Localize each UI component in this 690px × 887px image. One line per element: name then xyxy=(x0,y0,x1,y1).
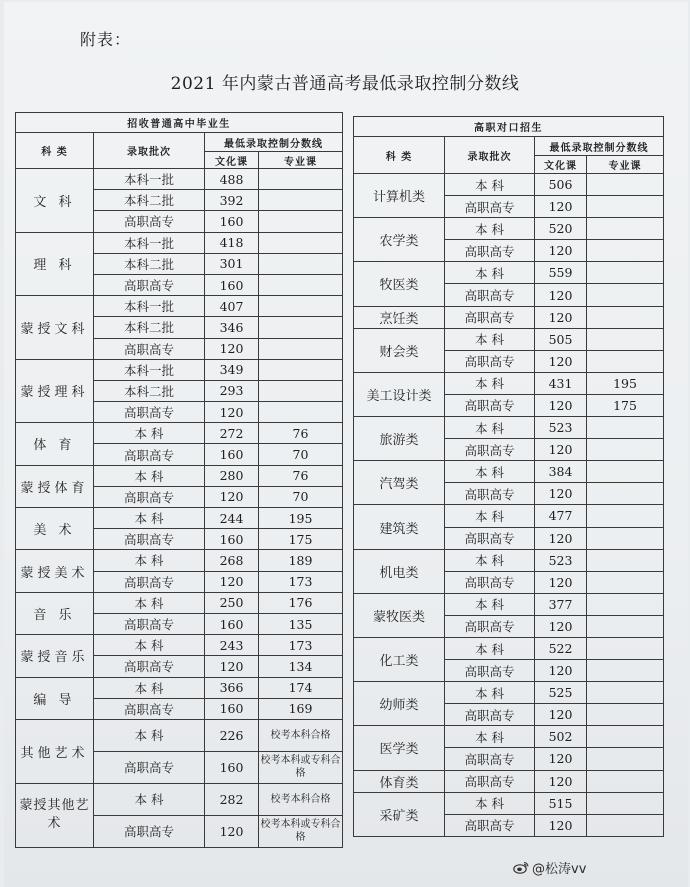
left-section-title: 招收普通高中毕业生 xyxy=(16,113,343,133)
major-score-cell xyxy=(587,306,664,328)
major-score-cell xyxy=(587,417,664,439)
left-header-subject: 科 类 xyxy=(16,133,94,169)
right-header-major: 专业课 xyxy=(587,156,664,174)
major-score-cell xyxy=(259,169,343,190)
batch-cell: 本 科 xyxy=(445,262,535,284)
major-score-cell xyxy=(587,262,664,284)
left-header-major: 专业课 xyxy=(259,152,343,169)
culture-score-cell: 282 xyxy=(205,783,259,815)
batch-cell: 高职高专 xyxy=(445,196,535,218)
culture-score-cell: 293 xyxy=(205,380,259,401)
culture-score-cell: 523 xyxy=(535,549,587,571)
culture-score-cell: 488 xyxy=(205,169,259,190)
culture-score-cell: 407 xyxy=(205,296,259,317)
batch-cell: 本 科 xyxy=(445,417,535,439)
right-header-batch: 录取批次 xyxy=(445,137,535,174)
culture-score-cell: 120 xyxy=(205,486,259,507)
major-score-cell xyxy=(587,505,664,527)
major-score-cell xyxy=(259,359,343,380)
category-cell: 采矿类 xyxy=(354,792,445,836)
major-score-cell xyxy=(587,483,664,505)
culture-score-cell: 392 xyxy=(205,190,259,211)
major-score-cell: 70 xyxy=(259,444,343,465)
major-score-cell xyxy=(259,338,343,359)
culture-score-cell: 160 xyxy=(205,211,259,232)
category-cell: 机电类 xyxy=(354,549,445,593)
batch-cell: 高职高专 xyxy=(445,527,535,549)
page-title: 2021 年内蒙古普通高考最低录取控制分数线 xyxy=(170,74,520,94)
category-cell: 理 科 xyxy=(16,232,94,296)
category-cell: 幼师类 xyxy=(354,682,445,726)
category-cell: 体育类 xyxy=(354,770,445,792)
batch-cell: 高职高专 xyxy=(94,815,205,847)
table-row xyxy=(16,719,343,751)
batch-cell: 高职高专 xyxy=(94,486,205,507)
left-header-culture: 文化课 xyxy=(205,152,259,169)
category-cell: 美工设计类 xyxy=(354,372,445,416)
culture-score-cell: 272 xyxy=(205,423,259,444)
batch-cell: 高职高专 xyxy=(445,571,535,593)
category-cell: 蒙授体育 xyxy=(16,465,94,507)
major-score-cell xyxy=(587,328,664,350)
weibo-icon xyxy=(513,861,529,874)
culture-score-cell: 477 xyxy=(535,505,587,527)
major-score-cell: 195 xyxy=(587,372,664,394)
major-score-cell xyxy=(587,814,664,836)
batch-cell: 高职高专 xyxy=(94,698,205,719)
batch-cell: 本 科 xyxy=(445,593,535,615)
culture-score-cell: 349 xyxy=(205,359,259,380)
culture-score-cell: 523 xyxy=(535,417,587,439)
batch-cell: 本 科 xyxy=(94,635,205,656)
batch-cell: 本 科 xyxy=(94,508,205,529)
culture-score-cell: 366 xyxy=(205,677,259,698)
culture-score-cell: 120 xyxy=(535,306,587,328)
batch-cell: 高职高专 xyxy=(445,483,535,505)
batch-cell: 本科一批 xyxy=(94,359,205,380)
batch-cell: 高职高专 xyxy=(445,660,535,682)
right-header-control: 最低录取控制分数线 xyxy=(535,137,664,156)
table-row xyxy=(16,359,343,380)
batch-cell: 高职高专 xyxy=(94,338,205,359)
major-score-cell xyxy=(259,253,343,274)
table-row xyxy=(354,726,664,748)
culture-score-cell: 280 xyxy=(205,465,259,486)
batch-cell: 高职高专 xyxy=(94,529,205,550)
culture-score-cell: 418 xyxy=(205,232,259,253)
category-cell: 蒙授音乐 xyxy=(16,635,94,677)
major-score-cell xyxy=(259,402,343,423)
culture-score-cell: 431 xyxy=(535,372,587,394)
batch-cell: 高职高专 xyxy=(94,613,205,634)
category-cell: 体 育 xyxy=(16,423,94,465)
culture-score-cell: 120 xyxy=(535,660,587,682)
culture-score-cell: 525 xyxy=(535,682,587,704)
category-cell: 音 乐 xyxy=(16,592,94,634)
batch-cell: 高职高专 xyxy=(445,240,535,262)
culture-score-cell: 120 xyxy=(535,615,587,637)
category-cell: 财会类 xyxy=(354,328,445,372)
batch-cell: 高职高专 xyxy=(445,748,535,770)
batch-cell: 本 科 xyxy=(445,792,535,814)
major-score-cell: 195 xyxy=(259,508,343,529)
category-cell: 烹饪类 xyxy=(354,306,445,328)
culture-score-cell: 506 xyxy=(535,174,587,196)
batch-cell: 本 科 xyxy=(94,592,205,613)
major-score-cell: 校考本科或专科合格 xyxy=(259,751,343,783)
batch-cell: 本科二批 xyxy=(94,253,205,274)
culture-score-cell: 120 xyxy=(205,338,259,359)
major-score-cell: 校考本科合格 xyxy=(259,783,343,815)
major-score-cell xyxy=(587,792,664,814)
batch-cell: 高职高专 xyxy=(445,306,535,328)
culture-score-cell: 520 xyxy=(535,218,587,240)
table-row xyxy=(354,593,664,615)
major-score-cell: 173 xyxy=(259,635,343,656)
table-row xyxy=(16,465,343,486)
culture-score-cell: 160 xyxy=(205,751,259,783)
table-row xyxy=(354,461,664,483)
table-row xyxy=(354,770,664,792)
batch-cell: 高职高专 xyxy=(94,402,205,423)
category-cell: 蒙授其他艺术 xyxy=(16,783,94,847)
culture-score-cell: 120 xyxy=(535,240,587,262)
culture-score-cell: 250 xyxy=(205,592,259,613)
batch-cell: 高职高专 xyxy=(445,704,535,726)
major-score-cell xyxy=(587,439,664,461)
batch-cell: 本 科 xyxy=(94,465,205,486)
category-cell: 旅游类 xyxy=(354,417,445,461)
major-score-cell xyxy=(587,682,664,704)
batch-cell: 高职高专 xyxy=(445,439,535,461)
major-score-cell xyxy=(587,637,664,659)
culture-score-cell: 160 xyxy=(205,529,259,550)
batch-cell: 本 科 xyxy=(445,637,535,659)
category-cell: 牧医类 xyxy=(354,262,445,306)
batch-cell: 高职高专 xyxy=(94,656,205,677)
major-score-cell xyxy=(259,296,343,317)
category-cell: 蒙牧医类 xyxy=(354,593,445,637)
culture-score-cell: 346 xyxy=(205,317,259,338)
batch-cell: 本 科 xyxy=(445,372,535,394)
right-score-table xyxy=(353,116,664,837)
major-score-cell xyxy=(587,615,664,637)
major-score-cell xyxy=(259,211,343,232)
category-cell: 编 导 xyxy=(16,677,94,719)
batch-cell: 本 科 xyxy=(445,174,535,196)
culture-score-cell: 502 xyxy=(535,726,587,748)
major-score-cell: 校考本科或专科合格 xyxy=(259,815,343,847)
table-row xyxy=(354,682,664,704)
major-score-cell: 76 xyxy=(259,423,343,444)
culture-score-cell: 515 xyxy=(535,792,587,814)
major-score-cell xyxy=(587,196,664,218)
major-score-cell xyxy=(587,174,664,196)
table-row xyxy=(354,549,664,571)
category-cell: 蒙授文科 xyxy=(16,296,94,360)
table-row xyxy=(354,306,664,328)
table-row xyxy=(354,174,664,196)
left-score-table xyxy=(15,112,343,848)
major-score-cell: 169 xyxy=(259,698,343,719)
culture-score-cell: 377 xyxy=(535,593,587,615)
batch-cell: 本 科 xyxy=(445,505,535,527)
major-score-cell xyxy=(587,461,664,483)
right-section-title: 高职对口招生 xyxy=(354,117,664,137)
left-header-control: 最低录取控制分数线 xyxy=(205,133,343,152)
batch-cell: 本科二批 xyxy=(94,317,205,338)
category-cell: 农学类 xyxy=(354,218,445,262)
major-score-cell xyxy=(587,726,664,748)
major-score-cell: 76 xyxy=(259,465,343,486)
major-score-cell xyxy=(587,527,664,549)
culture-score-cell: 120 xyxy=(535,284,587,306)
batch-cell: 本 科 xyxy=(445,549,535,571)
major-score-cell: 189 xyxy=(259,550,343,571)
batch-cell: 本 科 xyxy=(94,550,205,571)
culture-score-cell: 120 xyxy=(535,770,587,792)
table-row xyxy=(354,372,664,394)
major-score-cell xyxy=(587,770,664,792)
major-score-cell xyxy=(587,549,664,571)
culture-score-cell: 120 xyxy=(535,394,587,416)
culture-score-cell: 120 xyxy=(205,656,259,677)
batch-cell: 高职高专 xyxy=(445,770,535,792)
major-score-cell: 175 xyxy=(259,529,343,550)
watermark-text: @松涛vv xyxy=(532,862,587,877)
major-score-cell: 175 xyxy=(587,394,664,416)
table-row xyxy=(354,328,664,350)
category-cell: 建筑类 xyxy=(354,505,445,549)
table-row xyxy=(354,792,664,814)
table-row xyxy=(16,423,343,444)
culture-score-cell: 120 xyxy=(535,527,587,549)
culture-score-cell: 244 xyxy=(205,508,259,529)
batch-cell: 本 科 xyxy=(94,719,205,751)
category-cell: 化工类 xyxy=(354,637,445,681)
table-row xyxy=(16,550,343,571)
appendix-label: 附表： xyxy=(80,30,132,49)
table-row xyxy=(16,296,343,317)
culture-score-cell: 160 xyxy=(205,698,259,719)
watermark xyxy=(513,858,586,877)
batch-cell: 本 科 xyxy=(94,423,205,444)
culture-score-cell: 120 xyxy=(535,439,587,461)
major-score-cell xyxy=(587,571,664,593)
table-row xyxy=(354,218,664,240)
batch-cell: 高职高专 xyxy=(94,751,205,783)
major-score-cell xyxy=(587,593,664,615)
batch-cell: 本 科 xyxy=(445,682,535,704)
batch-cell: 高职高专 xyxy=(94,571,205,592)
culture-score-cell: 120 xyxy=(535,748,587,770)
table-row xyxy=(16,508,343,529)
major-score-cell: 135 xyxy=(259,613,343,634)
table-row xyxy=(16,169,343,190)
major-score-cell xyxy=(587,704,664,726)
category-cell: 汽驾类 xyxy=(354,461,445,505)
culture-score-cell: 160 xyxy=(205,274,259,295)
batch-cell: 本科二批 xyxy=(94,380,205,401)
category-cell: 医学类 xyxy=(354,726,445,770)
batch-cell: 高职高专 xyxy=(445,284,535,306)
major-score-cell xyxy=(259,274,343,295)
batch-cell: 本科二批 xyxy=(94,190,205,211)
culture-score-cell: 226 xyxy=(205,719,259,751)
table-row xyxy=(16,635,343,656)
major-score-cell xyxy=(587,240,664,262)
culture-score-cell: 120 xyxy=(535,704,587,726)
major-score-cell: 176 xyxy=(259,592,343,613)
culture-score-cell: 120 xyxy=(535,350,587,372)
right-header-subject: 科 类 xyxy=(354,137,445,174)
culture-score-cell: 120 xyxy=(535,196,587,218)
culture-score-cell: 120 xyxy=(535,571,587,593)
major-score-cell xyxy=(587,218,664,240)
batch-cell: 本 科 xyxy=(94,783,205,815)
culture-score-cell: 243 xyxy=(205,635,259,656)
culture-score-cell: 120 xyxy=(205,402,259,423)
table-row xyxy=(16,783,343,815)
batch-cell: 本 科 xyxy=(94,677,205,698)
culture-score-cell: 120 xyxy=(535,483,587,505)
culture-score-cell: 559 xyxy=(535,262,587,284)
culture-score-cell: 120 xyxy=(535,814,587,836)
batch-cell: 本科一批 xyxy=(94,296,205,317)
culture-score-cell: 384 xyxy=(535,461,587,483)
batch-cell: 高职高专 xyxy=(445,394,535,416)
batch-cell: 本 科 xyxy=(445,218,535,240)
batch-cell: 本 科 xyxy=(445,328,535,350)
table-row xyxy=(354,505,664,527)
batch-cell: 本 科 xyxy=(445,461,535,483)
category-cell: 文 科 xyxy=(16,169,94,233)
culture-score-cell: 120 xyxy=(205,571,259,592)
major-score-cell xyxy=(259,190,343,211)
batch-cell: 本科一批 xyxy=(94,169,205,190)
category-cell: 计算机类 xyxy=(354,174,445,218)
batch-cell: 高职高专 xyxy=(445,814,535,836)
batch-cell: 高职高专 xyxy=(94,274,205,295)
category-cell: 蒙授理科 xyxy=(16,359,94,423)
category-cell: 其他艺术 xyxy=(16,719,94,783)
major-score-cell xyxy=(259,380,343,401)
table-row xyxy=(354,417,664,439)
major-score-cell: 173 xyxy=(259,571,343,592)
culture-score-cell: 120 xyxy=(205,815,259,847)
batch-cell: 本科一批 xyxy=(94,232,205,253)
category-cell: 蒙授美术 xyxy=(16,550,94,592)
culture-score-cell: 268 xyxy=(205,550,259,571)
culture-score-cell: 505 xyxy=(535,328,587,350)
culture-score-cell: 160 xyxy=(205,444,259,465)
category-cell: 美 术 xyxy=(16,508,94,550)
table-row xyxy=(16,232,343,253)
right-header-culture: 文化课 xyxy=(535,156,587,174)
culture-score-cell: 522 xyxy=(535,637,587,659)
left-header-batch: 录取批次 xyxy=(94,133,205,169)
major-score-cell xyxy=(587,284,664,306)
major-score-cell xyxy=(587,660,664,682)
major-score-cell: 134 xyxy=(259,656,343,677)
major-score-cell: 174 xyxy=(259,677,343,698)
culture-score-cell: 301 xyxy=(205,253,259,274)
major-score-cell: 70 xyxy=(259,486,343,507)
major-score-cell xyxy=(259,232,343,253)
table-row xyxy=(16,677,343,698)
major-score-cell: 校考本科合格 xyxy=(259,719,343,751)
batch-cell: 高职高专 xyxy=(445,615,535,637)
major-score-cell xyxy=(259,317,343,338)
table-row xyxy=(354,262,664,284)
table-row xyxy=(354,637,664,659)
major-score-cell xyxy=(587,350,664,372)
batch-cell: 本 科 xyxy=(445,726,535,748)
batch-cell: 高职高专 xyxy=(94,444,205,465)
culture-score-cell: 160 xyxy=(205,613,259,634)
batch-cell: 高职高专 xyxy=(94,211,205,232)
batch-cell: 高职高专 xyxy=(445,350,535,372)
table-row xyxy=(16,592,343,613)
major-score-cell xyxy=(587,748,664,770)
